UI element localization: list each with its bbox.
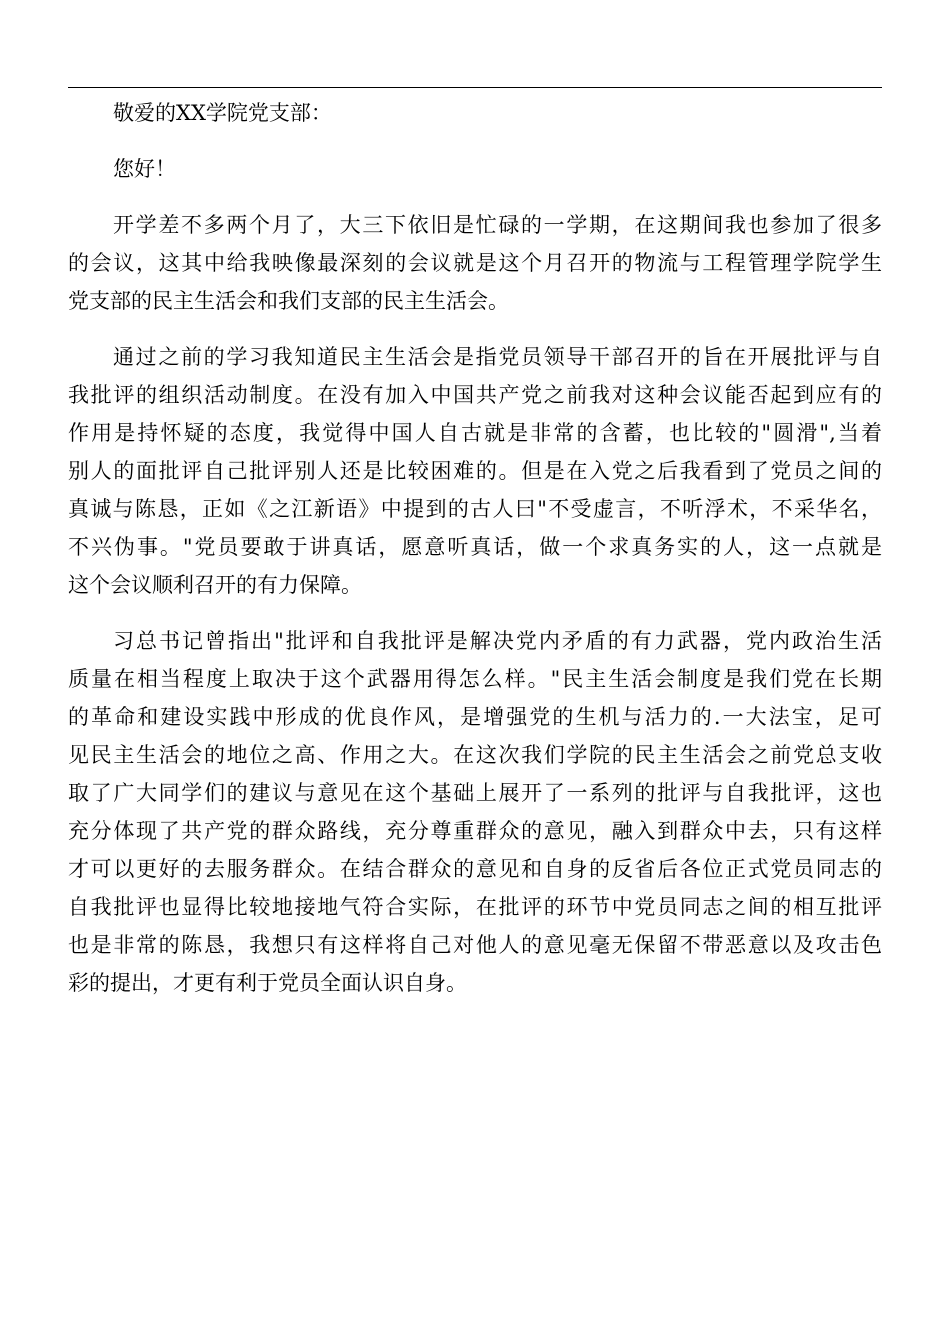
paragraph-line: 也是非常的陈恳，我想只有这样将自己对他人的意见毫无保留不带恶意以及攻击色 xyxy=(68,933,882,957)
paragraph-line: 别人的面批评自己批评别人还是比较困难的。但是在入党之后我看到了党员之间的 xyxy=(68,459,882,483)
paragraph-line: 取了广大同学们的建议与意见在这个基础上展开了一系列的批评与自我批评，这也 xyxy=(68,781,882,805)
paragraph-line: 见民主生活会的地位之高、作用之大。在这次我们学院的民主生活会之前党总支收 xyxy=(68,743,882,767)
salutation: 敬爱的XX学院党支部： xyxy=(113,101,332,125)
paragraph-line: 的会议，这其中给我映像最深刻的会议就是这个月召开的物流与工程管理学院学生 xyxy=(68,251,882,275)
paragraph-line: 充分体现了共产党的群众路线，充分尊重群众的意见，融入到群众中去，只有这样 xyxy=(68,819,882,843)
paragraph-line: 开学差不多两个月了，大三下依旧是忙碌的一学期，在这期间我也参加了很多 xyxy=(113,213,882,237)
paragraph-line: 真诚与陈恳，正如《之江新语》中提到的古人曰"不受虚言，不听浮术，不采华名， xyxy=(68,497,882,521)
letter-body xyxy=(68,94,882,1002)
paragraph-line: 我批评的组织活动制度。在没有加入中国共产党之前我对这种会议能否起到应有的 xyxy=(68,383,882,407)
paragraph-line: 不兴伪事。"党员要敢于讲真话，愿意听真话，做一个求真务实的人，这一点就是 xyxy=(68,535,882,559)
paragraph-1 xyxy=(68,206,882,320)
paragraph-line: 习总书记曾指出"批评和自我批评是解决党内矛盾的有力武器，党内政治生活 xyxy=(113,629,882,653)
paragraph-line: 自我批评也显得比较地接地气符合实际，在批评的环节中党员同志之间的相互批评 xyxy=(68,895,882,919)
paragraph-3 xyxy=(68,622,882,1002)
paragraph-line: 彩的提出，才更有利于党员全面认识自身。 xyxy=(68,971,467,995)
paragraph-line: 的革命和建设实践中形成的优良作风，是增强党的生机与活力的.一大法宝，足可 xyxy=(68,705,882,729)
greeting: 您好！ xyxy=(113,157,176,181)
paragraph-line: 通过之前的学习我知道民主生活会是指党员领导干部召开的旨在开展批评与自 xyxy=(113,345,882,369)
paragraph-line: 才可以更好的去服务群众。在结合群众的意见和自身的反省后各位正式党员同志的 xyxy=(68,857,882,881)
paragraph-line: 质量在相当程度上取决于这个武器用得怎么样。"民主生活会制度是我们党在长期 xyxy=(68,667,882,691)
paragraph-2 xyxy=(68,338,882,604)
paragraph-line: 作用是持怀疑的态度，我觉得中国人自古就是非常的含蓄，也比较的"圆滑",当着 xyxy=(68,421,882,445)
header-rule xyxy=(68,87,882,88)
paragraph-line: 这个会议顺利召开的有力保障。 xyxy=(68,573,362,597)
paragraph-line: 党支部的民主生活会和我们支部的民主生活会。 xyxy=(68,289,509,313)
